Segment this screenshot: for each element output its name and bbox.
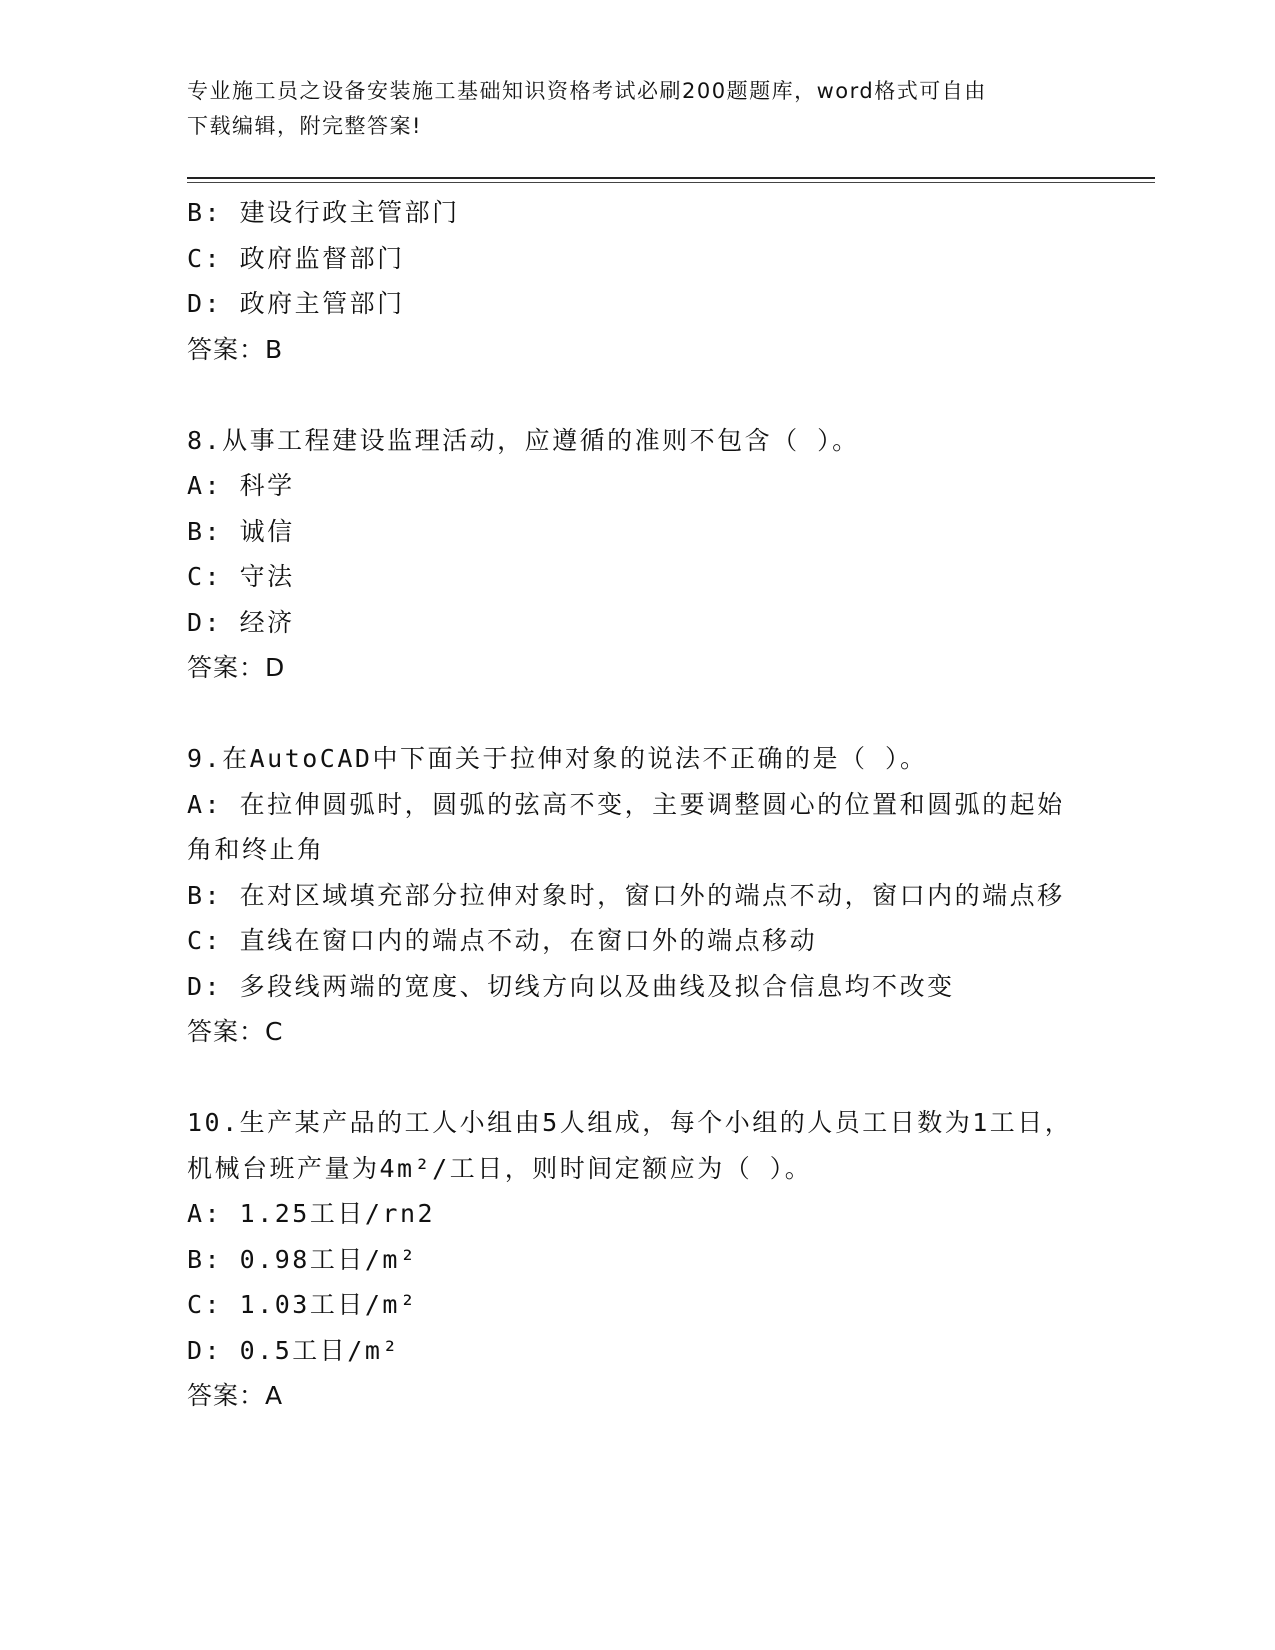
question-block-9 — [187, 736, 1077, 1055]
header-line-2: 下载编辑，附完整答案! — [187, 114, 422, 138]
header-divider-thick — [187, 177, 1155, 179]
option-c: C: 1.03工日/m² — [187, 1290, 418, 1319]
option-a: A: 科学 — [187, 471, 295, 500]
option-d: D: 多段线两端的宽度、切线方向以及曲线及拟合信息均不改变 — [187, 971, 955, 1001]
option-d: D: 政府主管部门 — [187, 289, 405, 318]
answer-line: 答案：B — [187, 334, 284, 364]
question-block-8 — [187, 418, 1077, 691]
question-stem: 10.生产某产品的工人小组由5人组成，每个小组的人员工日数为1工日，机械台班产量为4m²/工日，则时间定额应为（ ）。 — [187, 1108, 1073, 1183]
option-b: B: 诚信 — [187, 516, 295, 546]
option-c: C: 直线在窗口内的端点不动，在窗口外的端点移动 — [187, 926, 818, 955]
question-block-7 — [187, 190, 1077, 372]
option-d: D: 0.5工日/m² — [187, 1335, 400, 1365]
question-block-10 — [187, 1100, 1077, 1419]
question-stem: 8.从事工程建设监理活动，应遵循的准则不包含（ ）。 — [187, 425, 860, 455]
option-c: C: 守法 — [187, 562, 295, 591]
option-a: A: 1.25工日/rn2 — [187, 1199, 436, 1228]
spacer — [187, 372, 1077, 418]
option-c: C: 政府监督部门 — [187, 243, 405, 273]
question-stem: 9.在AutoCAD中下面关于拉伸对象的说法不正确的是（ ）。 — [187, 744, 928, 773]
spacer — [187, 691, 1077, 737]
option-b: B: 0.98工日/m² — [187, 1244, 418, 1274]
document-header — [187, 74, 1067, 144]
option-d: D: 经济 — [187, 607, 295, 637]
spacer — [187, 1055, 1077, 1101]
header-line-1: 专业施工员之设备安装施工基础知识资格考试必刷200题题库，word格式可自由 — [187, 79, 987, 103]
option-a: A: 在拉伸圆弧时，圆弧的弦高不变，主要调整圆心的位置和圆弧的起始角和终止角 — [187, 789, 1065, 864]
header-divider-thin — [187, 182, 1155, 183]
option-b: B: 建设行政主管部门 — [187, 198, 460, 227]
answer-line: 答案：C — [187, 1017, 284, 1046]
answer-line: 答案：A — [187, 1381, 284, 1410]
answer-line: 答案：D — [187, 653, 286, 682]
question-list — [187, 190, 1077, 1419]
option-b: B: 在对区域填充部分拉伸对象时，窗口外的端点不动，窗口内的端点移 — [187, 880, 1065, 910]
